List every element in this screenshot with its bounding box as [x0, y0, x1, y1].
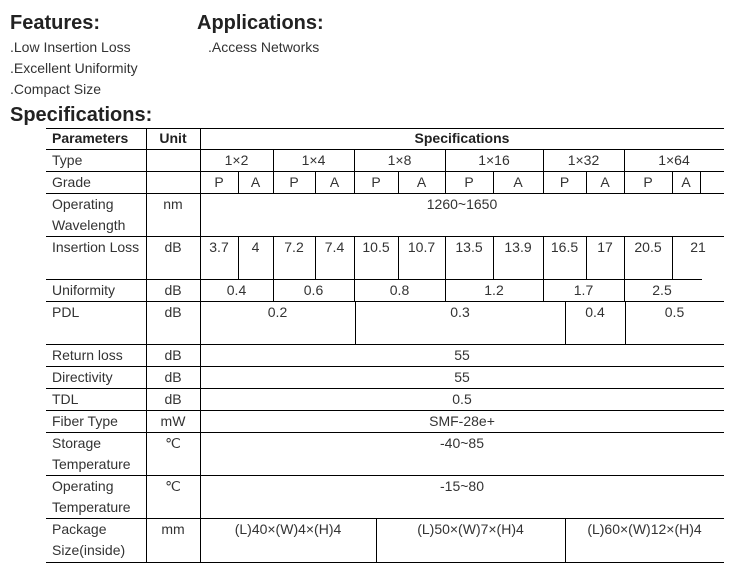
- insertion-loss-cell: 17: [597, 239, 613, 255]
- feature-item: .Excellent Uniformity: [10, 60, 138, 76]
- unit-directivity: dB: [164, 369, 182, 385]
- package-size-cell: (L)60×(W)12×(H)4: [587, 521, 702, 537]
- insertion-loss-cell: 3.7: [209, 239, 229, 255]
- table-rule: [46, 562, 724, 563]
- insertion-loss-cell: 10.7: [407, 239, 436, 255]
- value-wavelength: 1260~1650: [426, 196, 498, 212]
- row-label-insertion-loss: Insertion Loss: [52, 239, 140, 255]
- unit-operating-temperature: ℃: [165, 478, 181, 494]
- table-rule: [46, 388, 724, 389]
- uniformity-cell: 2.5: [652, 282, 672, 298]
- table-rule: [238, 171, 239, 194]
- row-label-uniformity: Uniformity: [52, 282, 116, 298]
- row-label-type: Type: [52, 152, 83, 168]
- insertion-loss-cell: 7.2: [284, 239, 304, 255]
- header-specifications: Specifications: [414, 130, 510, 146]
- table-rule: [586, 236, 587, 280]
- type-cell: 1×2: [224, 152, 249, 168]
- insertion-loss-cell: 16.5: [550, 239, 579, 255]
- table-rule: [624, 279, 625, 302]
- insertion-loss-cell: 7.4: [324, 239, 345, 255]
- header-parameters: Parameters: [52, 130, 129, 146]
- table-rule: [46, 128, 724, 129]
- insertion-loss-cell: 21: [690, 239, 706, 255]
- grade-cell: A: [416, 174, 427, 190]
- type-cell: 1×32: [567, 152, 600, 168]
- table-rule: [46, 301, 724, 302]
- table-rule: [46, 171, 724, 172]
- table-rule: [46, 344, 724, 345]
- unit-wavelength: nm: [163, 196, 183, 212]
- uniformity-cell: 1.2: [484, 282, 504, 298]
- table-rule: [46, 279, 702, 280]
- uniformity-cell: 0.6: [303, 282, 324, 298]
- table-rule: [273, 171, 274, 194]
- unit-pdl: dB: [164, 304, 182, 320]
- table-rule: [238, 236, 239, 280]
- grade-cell: A: [600, 174, 610, 190]
- table-rule: [46, 236, 724, 237]
- table-rule: [493, 236, 494, 280]
- row-label-wavelength: Operating Wavelength: [52, 196, 126, 233]
- value-storage-temperature: -40~85: [440, 435, 484, 451]
- unit-insertion-loss: dB: [164, 239, 182, 255]
- table-rule: [445, 149, 446, 172]
- unit-return-loss: dB: [164, 347, 182, 363]
- feature-item: .Compact Size: [10, 81, 102, 97]
- table-rule: [354, 236, 355, 280]
- table-rule: [398, 171, 399, 194]
- features-title: Features:: [10, 12, 101, 34]
- insertion-loss-cell: 13.9: [504, 239, 532, 255]
- table-rule: [354, 149, 355, 172]
- unit-uniformity: dB: [164, 282, 182, 298]
- grade-cell: P: [643, 174, 653, 190]
- row-label-package-size: Package Size(inside): [52, 521, 126, 558]
- table-rule: [625, 301, 626, 345]
- table-rule: [46, 518, 724, 519]
- uniformity-cell: 0.8: [389, 282, 410, 298]
- row-label-directivity: Directivity: [52, 369, 113, 385]
- table-rule: [46, 432, 724, 433]
- row-label-fiber-type: Fiber Type: [52, 413, 118, 429]
- table-rule: [543, 149, 544, 172]
- table-rule: [376, 518, 377, 563]
- header-unit: Unit: [159, 130, 187, 146]
- row-label-grade: Grade: [52, 174, 91, 190]
- pdl-cell: 0.2: [267, 304, 288, 320]
- table-rule: [543, 171, 544, 194]
- unit-package-size: mm: [161, 521, 185, 537]
- table-rule: [624, 149, 625, 172]
- package-size-cell: (L)50×(W)7×(H)4: [417, 521, 524, 537]
- insertion-loss-cell: 13.5: [455, 239, 483, 255]
- table-rule: [46, 149, 724, 150]
- type-cell: 1×8: [387, 152, 412, 168]
- type-cell: 1×16: [478, 152, 510, 168]
- table-rule: [672, 236, 673, 280]
- table-rule: [565, 301, 566, 345]
- row-label-tdl: TDL: [52, 391, 79, 407]
- table-rule: [624, 171, 625, 194]
- grade-cell: A: [513, 174, 523, 190]
- row-label-storage-temperature: Storage Temperature: [52, 435, 131, 472]
- table-rule: [315, 171, 316, 194]
- table-rule: [46, 410, 724, 411]
- value-tdl: 0.5: [452, 391, 472, 407]
- table-rule: [624, 236, 625, 280]
- table-rule: [354, 279, 355, 302]
- row-label-pdl: PDL: [52, 304, 80, 320]
- table-rule: [46, 475, 724, 476]
- feature-item: .Low Insertion Loss: [10, 39, 131, 55]
- table-rule: [200, 128, 201, 563]
- unit-fiber-type: mW: [160, 413, 186, 429]
- insertion-loss-cell: 20.5: [634, 239, 662, 255]
- grade-cell: P: [464, 174, 474, 190]
- table-rule: [565, 518, 566, 563]
- table-rule: [672, 171, 673, 194]
- uniformity-cell: 1.7: [573, 282, 594, 298]
- table-rule: [586, 171, 587, 194]
- grade-cell: P: [214, 174, 224, 190]
- package-size-cell: (L)40×(W)4×(H)4: [234, 521, 342, 537]
- pdl-cell: 0.3: [450, 304, 470, 320]
- pdl-cell: 0.5: [664, 304, 685, 320]
- type-cell: 1×64: [658, 152, 690, 168]
- pdl-cell: 0.4: [585, 304, 605, 320]
- table-rule: [543, 279, 544, 302]
- table-rule: [445, 236, 446, 280]
- specifications-table: [46, 128, 724, 566]
- table-rule: [355, 301, 356, 345]
- row-label-return-loss: Return loss: [52, 347, 123, 363]
- applications-title: Applications:: [197, 12, 324, 34]
- table-rule: [315, 236, 316, 280]
- table-rule: [700, 171, 701, 194]
- insertion-loss-cell: 4: [251, 239, 260, 255]
- grade-cell: P: [289, 174, 299, 190]
- table-rule: [445, 279, 446, 302]
- table-rule: [46, 193, 724, 194]
- application-item: .Access Networks: [208, 39, 320, 55]
- table-rule: [46, 366, 724, 367]
- unit-tdl: dB: [164, 391, 182, 407]
- value-operating-temperature: -15~80: [440, 478, 484, 494]
- row-label-operating-temperature: Operating Temperature: [52, 478, 131, 515]
- table-rule: [398, 236, 399, 280]
- grade-cell: A: [681, 174, 691, 190]
- unit-storage-temperature: ℃: [165, 435, 181, 451]
- value-directivity: 55: [454, 369, 470, 385]
- specifications-title: Specifications:: [10, 104, 153, 126]
- table-rule: [146, 128, 147, 563]
- grade-cell: A: [329, 174, 340, 190]
- uniformity-cell: 0.4: [226, 282, 247, 298]
- grade-cell: P: [559, 174, 570, 190]
- table-rule: [354, 171, 355, 194]
- value-fiber-type: SMF-28e+: [429, 413, 495, 429]
- table-rule: [445, 171, 446, 194]
- type-cell: 1×4: [301, 152, 326, 168]
- grade-cell: P: [371, 174, 381, 190]
- table-rule: [273, 279, 274, 302]
- table-rule: [273, 149, 274, 172]
- value-return-loss: 55: [454, 347, 470, 363]
- insertion-loss-cell: 10.5: [362, 239, 390, 255]
- table-rule: [493, 171, 494, 194]
- table-rule: [273, 236, 274, 280]
- grade-cell: A: [250, 174, 261, 190]
- table-rule: [543, 236, 544, 280]
